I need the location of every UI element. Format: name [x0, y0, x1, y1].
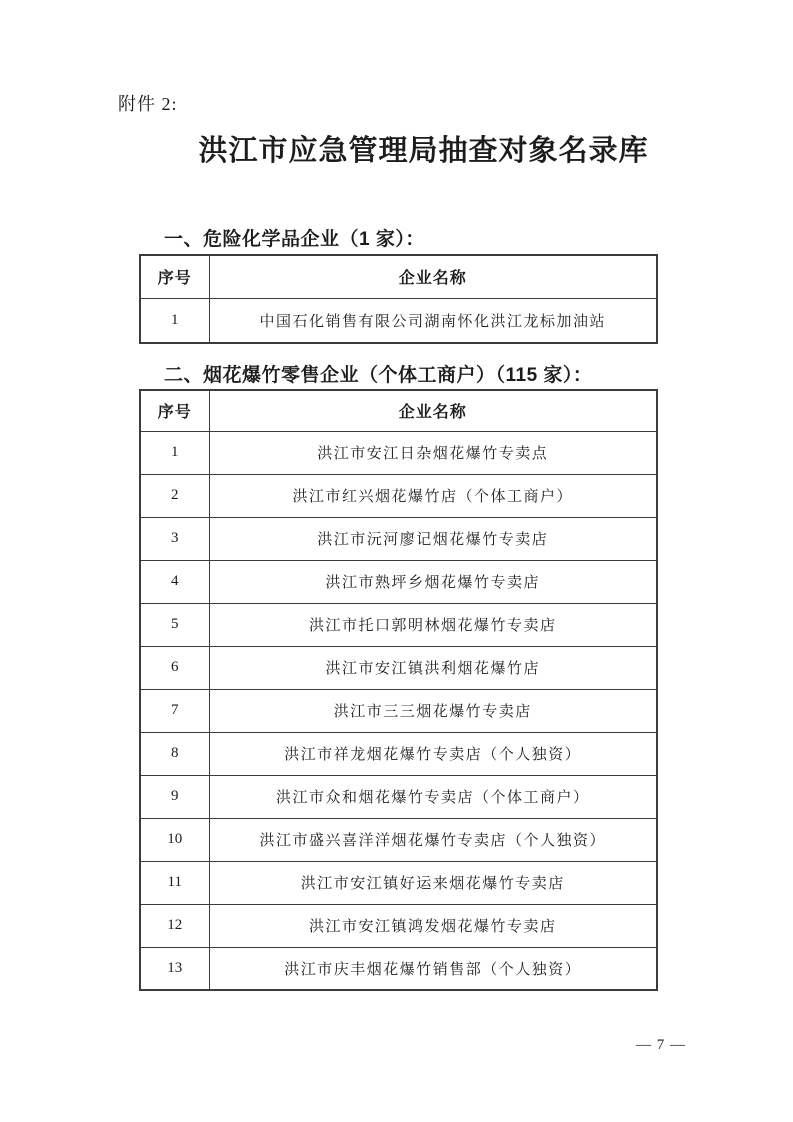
serial-cell: 7: [140, 689, 209, 732]
table-row: [140, 646, 657, 689]
table-row: [140, 818, 657, 861]
table-row: [140, 431, 657, 474]
table-row: [140, 732, 657, 775]
section1-heading: 一、危险化学品企业（1 家）：: [164, 229, 425, 250]
enterprise-name-cell: 洪江市托口郭明林烟花爆竹专卖店: [209, 603, 657, 646]
table-row: [140, 947, 657, 990]
table-row: [140, 298, 657, 343]
table-row: [140, 775, 657, 818]
table-row: [140, 517, 657, 560]
enterprise-name-cell: 洪江市熟坪乡烟花爆竹专卖店: [209, 560, 657, 603]
column-header-enterprise-name: 企业名称: [209, 390, 657, 431]
attachment-label: 附件 2:: [118, 94, 178, 114]
enterprise-name-cell: 洪江市祥龙烟花爆竹专卖店（个人独资）: [209, 732, 657, 775]
enterprise-name-cell: 洪江市安江日杂烟花爆竹专卖点: [209, 431, 657, 474]
table-row: [140, 904, 657, 947]
table-row: [140, 603, 657, 646]
enterprise-name-cell: 洪江市安江镇鸿发烟花爆竹专卖店: [209, 904, 657, 947]
serial-cell: 6: [140, 646, 209, 689]
enterprise-name-cell: 洪江市庆丰烟花爆竹销售部（个人独资）: [209, 947, 657, 990]
table-row: [140, 861, 657, 904]
section2-heading: 二、烟花爆竹零售企业（个体工商户）（115 家）：: [164, 365, 593, 386]
serial-cell: 8: [140, 732, 209, 775]
enterprise-name-cell: 洪江市三三烟花爆竹专卖店: [209, 689, 657, 732]
serial-cell: 11: [140, 861, 209, 904]
serial-cell: 2: [140, 474, 209, 517]
enterprise-name-cell: 洪江市红兴烟花爆竹店（个体工商户）: [209, 474, 657, 517]
serial-cell: 9: [140, 775, 209, 818]
serial-cell: 12: [140, 904, 209, 947]
table-row: [140, 689, 657, 732]
page-number: — 7 —: [636, 1037, 686, 1053]
enterprise-name-cell: 洪江市盛兴喜洋洋烟花爆竹专卖店（个人独资）: [209, 818, 657, 861]
column-header-enterprise-name: 企业名称: [209, 255, 657, 298]
serial-cell: 1: [140, 298, 209, 343]
enterprise-name-cell: 洪江市沅河廖记烟花爆竹专卖店: [209, 517, 657, 560]
serial-cell: 13: [140, 947, 209, 990]
column-header-serial: 序号: [140, 390, 209, 431]
table-row: [140, 474, 657, 517]
enterprise-name-cell: 洪江市安江镇洪利烟花爆竹店: [209, 646, 657, 689]
serial-cell: 1: [140, 431, 209, 474]
serial-cell: 3: [140, 517, 209, 560]
serial-cell: 4: [140, 560, 209, 603]
page-title: 洪江市应急管理局抽查对象名录库: [198, 135, 649, 167]
enterprise-name-cell: 洪江市众和烟花爆竹专卖店（个体工商户）: [209, 775, 657, 818]
enterprise-name-cell: 中国石化销售有限公司湖南怀化洪江龙标加油站: [209, 298, 657, 343]
table-row: [140, 560, 657, 603]
serial-cell: 5: [140, 603, 209, 646]
column-header-serial: 序号: [140, 255, 209, 298]
table-header-row: [140, 255, 657, 298]
serial-cell: 10: [140, 818, 209, 861]
hazardous-chemicals-table: [139, 254, 658, 344]
fireworks-retail-table: [139, 389, 658, 991]
enterprise-name-cell: 洪江市安江镇好运来烟花爆竹专卖店: [209, 861, 657, 904]
table-header-row: [140, 390, 657, 431]
